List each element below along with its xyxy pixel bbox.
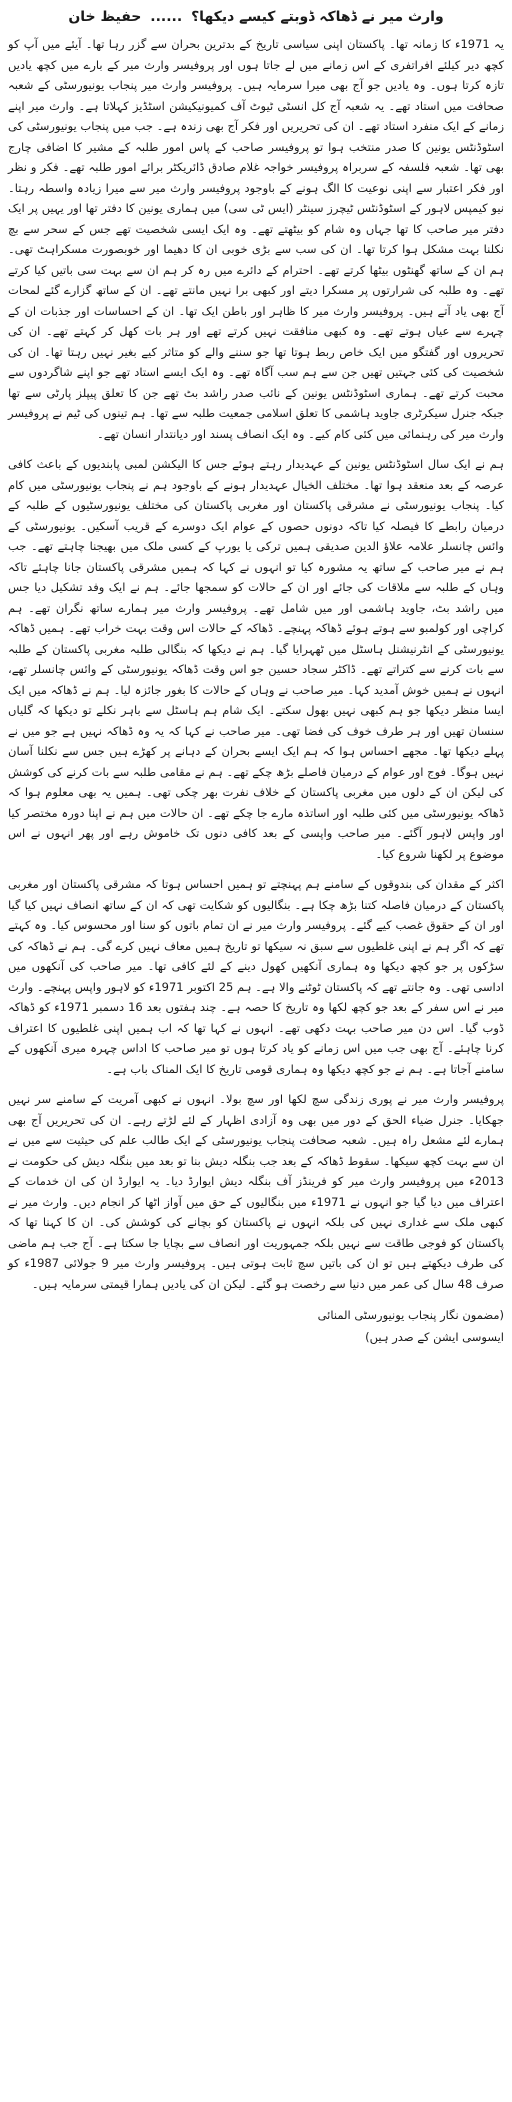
author-note <box>8 1304 504 1348</box>
headline: وارث میر نے ڈھاکہ ڈوبتے کیسے دیکھا؟ <box>191 9 444 25</box>
headline-row <box>8 6 504 28</box>
paragraph-2: ہم نے ایک سال اسٹوڈنٹس یونین کے عہدیدار رہتے ہوئے جس کا الیکشن لمبی پابندیوں کے باعث کافی عرصہ کے بعد منعقد ہوا تھا۔ مختلف الخیال عہدیدار ہونے کے باوجود ہم نے پنجاب یونیورسٹی میں کام کیا۔ پنجاب یونیورسٹی نے مشرقی پاکستان اور مغربی پاکستان کی مختلف یونیورسٹیوں کے طلبہ کے درمیان رابطے کا فیصلہ کیا تاکہ دونوں حصوں کے عوام ایک دوسرے کے قریب آسکیں۔ یونیورسٹی کے وائس چانسلر علامہ علاؤ الدین صدیقی ہمیں ترکی یا یورپ کے کسی ملک میں بھیجنا چاہتے تھے۔ جب ہم نے میر صاحب کے ساتھ یہ مشورہ کیا تو انہوں نے کہا کہ ہمیں مشرقی پاکستان جانا چاہئے تاکہ وہاں کے طلبہ سے ملاقات کی جائے اور ان کے حالات کو سمجھا جائے۔ ہم نے ایک وفد تشکیل دیا جس میں راشد بٹ، جاوید ہاشمی اور میں شامل تھے۔ پروفیسر وارث میر ہمارے ساتھ نگران تھے۔ ہم کراچی اور کولمبو سے ہوتے ہوئے ڈھاکہ پہنچے۔ ڈھاکہ کے حالات اس وقت بہت خراب تھے۔ ہمیں ڈھاکہ یونیورسٹی کے انٹرنیشنل ہاسٹل میں ٹھہرایا گیا۔ ہم نے دیکھا کہ بنگالی طلبہ مغربی پاکستان کے طلبہ سے بات کرنے سے کتراتے تھے۔ ڈاکٹر سجاد حسین جو اس وقت ڈھاکہ یونیورسٹی کے وائس چانسلر تھے، انہوں نے ہمیں خوش آمدید کہا۔ میر صاحب نے وہاں کے حالات کا بغور جائزہ لیا۔ ہم نے ڈھاکہ میں ایک ایسا منظر دیکھا جو ہم کبھی نہیں بھول سکتے۔ ایک شام ہم ہاسٹل سے باہر نکلے تو دیکھا کہ گلیاں سنسان تھیں اور ہر طرف خوف کی فضا تھی۔ میر صاحب نے کہا کہ یہ وہ ڈھاکہ نہیں ہے جو میں نے پہلے دیکھا تھا۔ مجھے احساس ہوا کہ ہم ایک ایسے بحران کے دہانے پر کھڑے ہیں جس سے نکلنا آسان نہیں ہوگا۔ فوج اور عوام کے درمیان فاصلے بڑھ چکے تھے۔ ہم نے مقامی طلبہ سے بات کرنے کی کوشش کی لیکن ان کے دلوں میں مغربی پاکستان کے خلاف نفرت بھر چکی تھی۔ ہمیں یہ بھی معلوم ہوا کہ ڈھاکہ یونیورسٹی میں کئی طلبہ اور اساتذہ مارے جا چکے تھے۔ ان حالات میں ہم نے اپنا دورہ مختصر کیا اور واپس لاہور آگئے۔ میر صاحب واپسی کے بعد کافی دنوں تک خاموش رہے اور پھر انہوں نے اس موضوع پر لکھنا شروع کیا۔ <box>8 457 504 861</box>
author-note-line-1: (مضمون نگار پنجاب یونیورسٹی المنائی <box>317 1308 504 1322</box>
byline: حفیظ خان <box>68 9 142 25</box>
article <box>8 0 504 1348</box>
author-note-line-2: ایسوسی ایشن کے صدر ہیں) <box>365 1330 504 1344</box>
paragraph-3: اکثر کے مقدان کی بندوقوں کے سامنے ہم پہنچتے تو ہمیں احساس ہوتا کہ مشرقی پاکستان اور مغربی پاکستان کے درمیان فاصلہ کتنا بڑھ چکا ہے۔ بنگالیوں کو شکایت تھی کہ ان کے ساتھ انصاف نہیں کیا گیا اور ان کے حقوق غصب کیے گئے۔ پروفیسر وارث میر نے ان تمام باتوں کو سنا اور محسوس کیا۔ وہ کہتے تھے کہ اگر ہم نے اپنی غلطیوں سے سبق نہ سیکھا تو تاریخ ہمیں معاف نہیں کرے گی۔ ہم نے ڈھاکہ کی سڑکوں پر جو کچھ دیکھا وہ ہماری آنکھیں کھول دینے کے لئے کافی تھا۔ میر صاحب کی آنکھوں میں اداسی تھی۔ وہ جانتے تھے کہ پاکستان ٹوٹنے والا ہے۔ ہم 25 اکتوبر 1971ء کو لاہور واپس پہنچے۔ وارث میر نے اس سفر کے بعد جو کچھ لکھا وہ تاریخ کا حصہ ہے۔ چند ہفتوں بعد 16 دسمبر 1971ء کو ڈھاکہ ڈوب گیا۔ اس دن میر صاحب بہت دکھی تھے۔ انہوں نے کہا تھا کہ اب ہمیں اپنی غلطیوں کا اعتراف کرنا چاہئے۔ آج بھی جب میں اس زمانے کو یاد کرتا ہوں تو میر صاحب کا اداس چہرہ میری آنکھوں کے سامنے آجاتا ہے۔ ہم نے جو کچھ دیکھا وہ ہماری قومی تاریخ کا ایک المناک باب ہے۔ <box>8 877 504 1076</box>
headline-separator: ...... <box>150 9 183 25</box>
paragraph-4: پروفیسر وارث میر نے پوری زندگی سچ لکھا اور سچ بولا۔ انہوں نے کبھی آمریت کے سامنے سر نہیں جھکایا۔ جنرل ضیاء الحق کے دور میں بھی وہ آزادی اظہار کے لئے لڑتے رہے۔ ان کی تحریریں آج بھی ہمارے لئے مشعل راہ ہیں۔ شعبہ صحافت پنجاب یونیورسٹی کے ایک طالب علم کی حیثیت سے میں نے ان سے بہت کچھ سیکھا۔ سقوط ڈھاکہ کے بعد جب بنگلہ دیش بنا تو بعد میں بنگلہ دیش کی حکومت نے 2013ء میں پروفیسر وارث میر کو فرینڈز آف بنگلہ دیش ایوارڈ دیا۔ یہ ایوارڈ ان کی ان خدمات کے اعتراف میں دیا گیا جو انہوں نے 1971ء میں بنگالیوں کے حق میں آواز اٹھا کر انجام دیں۔ وارث میر نے کبھی ملک سے غداری نہیں کی بلکہ انہوں نے پاکستان کو بچانے کی کوشش کی۔ ان کا کہنا تھا کہ پاکستان کو فوجی طاقت سے نہیں بلکہ جمہوریت اور انصاف سے بچایا جا سکتا ہے۔ آج جب ہم ماضی کی طرف دیکھتے ہیں تو ان کی باتیں سچ ثابت ہوتی ہیں۔ پروفیسر وارث میر 9 جولائی 1987ء کو صرف 48 سال کی عمر میں دنیا سے رخصت ہو گئے۔ لیکن ان کی یادیں ہمارا قیمتی سرمایہ ہیں۔ <box>8 1092 504 1291</box>
paragraph-1: یہ 1971ء کا زمانہ تھا۔ پاکستان اپنی سیاسی تاریخ کے بدترین بحران سے گزر رہا تھا۔ آیئے میں آپ کو کچھ دیر کیلئے افراتفری کے اس زمانے میں لے جاتا ہوں اور پروفیسر وارث میر کے بارے میں کچھ یادیں تازہ کرتا ہوں۔ وہ یادیں جو آج بھی میرا سرمایہ ہیں۔ پروفیسر وارث میر پنجاب یونیورسٹی کے شعبہ صحافت میں استاد تھے۔ یہ شعبہ آج کل انسٹی ٹیوٹ آف کمیونیکیشن اسٹڈیز کہلاتا ہے۔ وارث میر اپنے زمانے کے ایک منفرد استاد تھے۔ ان کی تحریریں اور فکر آج بھی زندہ ہے۔ جب میں پنجاب یونیورسٹی کی اسٹوڈنٹس یونین کا صدر منتخب ہوا تو پروفیسر صاحب کے پاس امور طلبہ کے مشیر کا اضافی چارج بھی تھا۔ شعبہ فلسفہ کے سربراہ پروفیسر خواجہ غلام صادق ڈائریکٹر برائے امور طلبہ تھے۔ فکر و نظر اور فکر اعتبار سے اپنی نوعیت کا الگ ہونے کے باوجود پروفیسر وارث میر سے میرا زیادہ واسطہ رہتا۔ نیو کیمپس لاہور کے اسٹوڈنٹس ٹیچرز سینٹر (ایس ٹی سی) میں ہماری یونین کا دفتر تھا اور یہیں پر ایک دفتر میر صاحب کا تھا جہاں وہ شام کو بیٹھتے تھے۔ وہ ایک ایسی شخصیت تھے جس کے سحر سے بچ نکلنا بہت مشکل ہوا کرتا تھا۔ ان کی سب سے بڑی خوبی ان کا دھیما اور خوبصورت مسکراہٹ تھی۔ ہم ان کے ساتھ گھنٹوں بیٹھا کرتے تھے۔ احترام کے دائرے میں رہ کر ہم ان سے بہت سی باتیں کیا کرتے تھے۔ وہ طلبہ کی شرارتوں پر مسکرا دیتے اور کبھی برا نہیں مانتے تھے۔ ان کے ساتھ گزارے گئے لمحات آج بھی یاد آتے ہیں۔ پروفیسر وارث میر کا ظاہر اور باطن ایک تھا۔ ان کے احساسات اور جذبات ان کے چہرے سے عیاں ہوتے تھے۔ وہ کبھی منافقت نہیں کرتے تھے اور ہر بات کھل کر کہتے تھے۔ ان کی تحریروں اور گفتگو میں ایک خاص ربط ہوتا تھا جو سننے والے کو متاثر کیے بغیر نہیں رہتا تھا۔ ان کی شخصیت کی کئی جہتیں تھیں جن سے ہم سب آگاہ تھے۔ وہ ایک ایسے استاد تھے جو اپنے شاگردوں سے محبت کرتے تھے۔ ہماری اسٹوڈنٹس یونین کے نائب صدر راشد بٹ تھے جن کا تعلق پیپلز پارٹی سے تھا جبکہ جنرل سیکرٹری جاوید ہاشمی کا تعلق اسلامی جمعیت طلبہ سے تھا۔ ہم تینوں کی ٹیم نے پروفیسر وارث میر کی رہنمائی میں کئی کام کیے۔ وہ ایک انصاف پسند اور دیانتدار انسان تھے۔ <box>8 37 504 441</box>
